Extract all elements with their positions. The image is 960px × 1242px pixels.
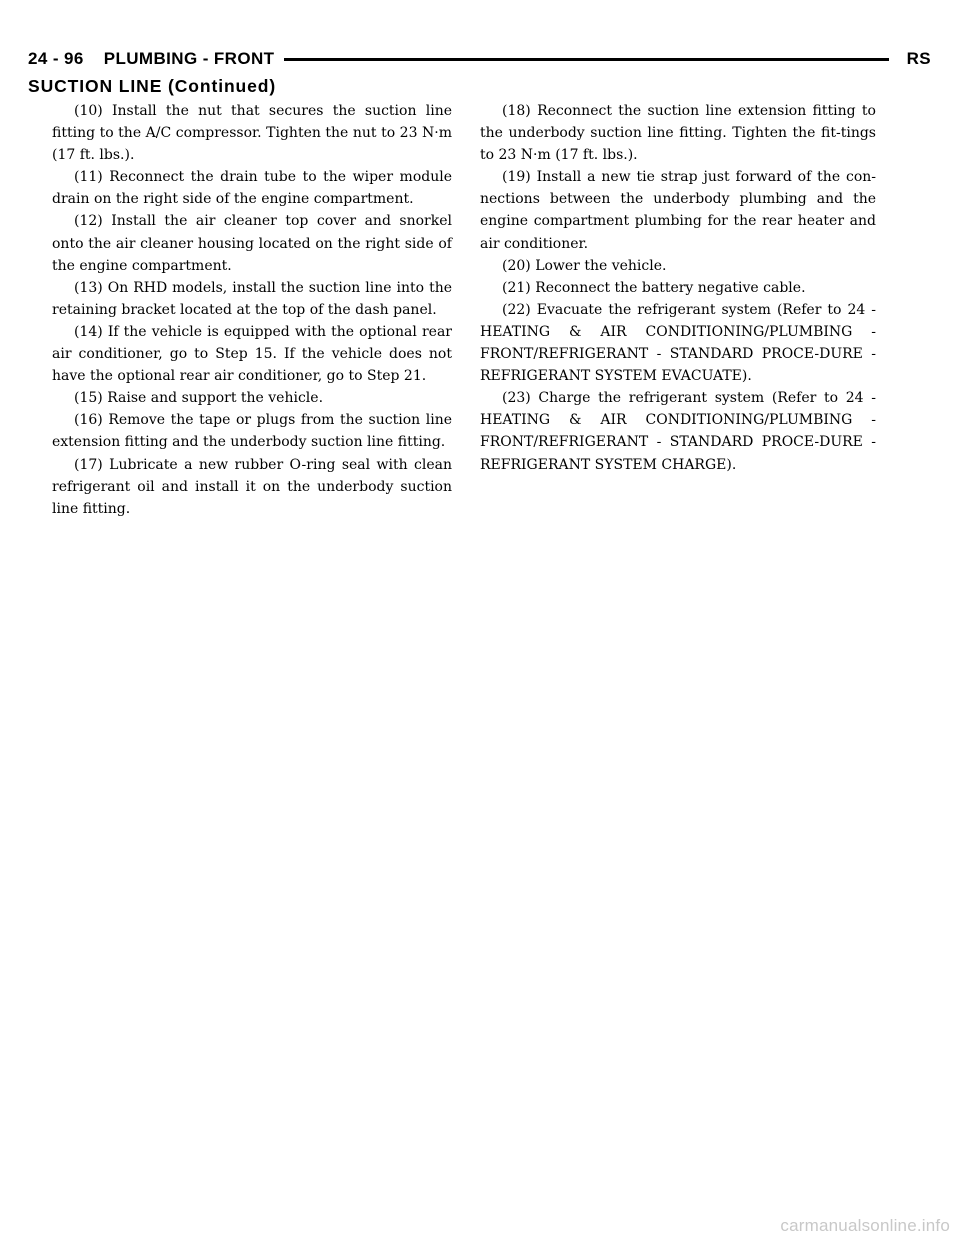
page-header [28,46,931,72]
step-paragraph: (15) Raise and support the vehicle. [74,390,324,407]
watermark-link[interactable]: carmanualsonline.info [780,1216,950,1235]
step-paragraph: (16) Remove the tape or plugs from the suction line extension fitting and the underbody suction line fitting. [52,412,452,451]
step-paragraph: (20) Lower the vehicle. [502,257,667,274]
step-paragraph: (10) Install the nut that secures the suction line fitting to the A/C compressor. Tighten the nut to 23 N·m (17 ft. lbs.). [52,103,452,164]
step-paragraph: (11) Reconnect the drain tube to the wiper module drain on the right side of the engine compartment. [52,169,452,208]
step-paragraph: (17) Lubricate a new rubber O-ring seal with clean refrigerant oil and install it on the underbody suction line fitting. [52,456,452,517]
step-paragraph: (13) On RHD models, install the suction line into the retaining bracket located at the top of the dash panel. [52,279,452,318]
step-paragraph: (22) Evacuate the refrigerant system (Refer to 24 - HEATING & AIR CONDITIONING/PLUMBING - FRONT/REFRIGERANT - STANDARD PROCE-DURE - REFRIGERANT SYSTEM EVACUATE). [480,301,876,385]
step-paragraph: (14) If the vehicle is equipped with the optional rear air conditioner, go to Step 15. If the vehicle does not have the optional rear air conditioner, go to Step 21. [52,323,452,385]
header-rule [284,58,888,61]
right-column [480,100,876,476]
step-paragraph: (12) Install the air cleaner top cover and snorkel onto the air cleaner housing located on the right side of the engine compartment. [52,213,452,274]
step-paragraph: (18) Reconnect the suction line extension fitting to the underbody suction line fitting. Tighten the fit-tings to 23 N·m (17 ft. lbs.). [480,103,876,164]
step-paragraph: (23) Charge the refrigerant system (Refer to 24 - HEATING & AIR CONDITIONING/PLUMBING - FRONT/REFRIGERANT - STANDARD PROCE-DURE - REFRIGERANT SYSTEM CHARGE). [480,390,876,473]
step-paragraph: (21) Reconnect the battery negative cable. [502,279,806,296]
chapter-title: PLUMBING - FRONT [103,49,275,68]
section-title: SUCTION LINE (Continued) [28,76,277,96]
page-number: 24 - 96 [28,49,84,68]
left-column [52,100,452,520]
step-paragraph: (19) Install a new tie strap just forward of the con-nections between the underbody plumbing and the engine compartment plumbing for the rear heater and air conditioner. [480,169,876,252]
model-code: RS [906,49,931,68]
